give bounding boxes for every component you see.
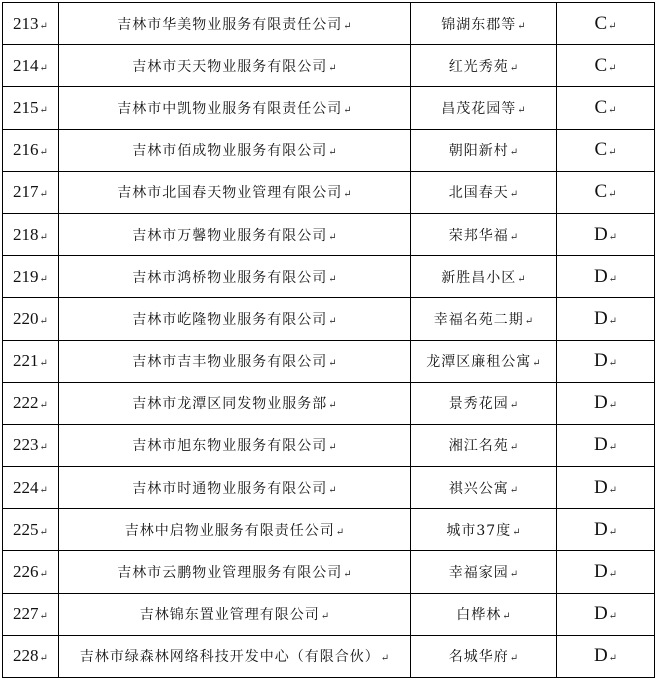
project-name-cell [411, 129, 557, 171]
paragraph-mark: ↵ [328, 400, 337, 412]
row-number-cell [3, 3, 59, 45]
project-name-cell [411, 3, 557, 45]
paragraph-mark: ↵ [509, 62, 519, 74]
rating-grade-cell [557, 382, 655, 424]
paragraph-mark: ↵ [512, 526, 521, 538]
paragraph-mark: ↵ [343, 20, 352, 32]
row-number-cell [3, 635, 59, 677]
paragraph-mark: ↵ [39, 484, 48, 496]
row-number-cell [3, 213, 59, 255]
project-name: 湘江名苑 [448, 438, 509, 455]
project-name: 荣邦华福 [448, 227, 509, 244]
paragraph-mark: ↵ [608, 442, 618, 454]
paragraph-mark: ↵ [39, 442, 48, 454]
company-name-cell [59, 593, 411, 635]
paragraph-mark: ↵ [39, 147, 48, 159]
paragraph-mark: ↵ [380, 653, 390, 665]
company-name: 吉林市佰成物业服务有限公司 [132, 143, 328, 160]
paragraph-mark: ↵ [608, 273, 618, 285]
project-name: 红光秀苑 [448, 58, 509, 75]
paragraph-mark: ↵ [608, 358, 618, 370]
row-number: 214 [13, 55, 39, 75]
rating-grade-cell [557, 551, 655, 593]
rating-grade-cell [557, 3, 655, 45]
paragraph-mark: ↵ [39, 231, 48, 243]
project-name-cell [411, 509, 557, 551]
paragraph-mark: ↵ [509, 231, 519, 243]
row-number-cell [3, 45, 59, 87]
rating-grade: D [593, 518, 608, 540]
paragraph-mark: ↵ [39, 358, 48, 370]
company-name-cell [59, 45, 411, 87]
row-number: 224 [13, 477, 39, 497]
paragraph-mark: ↵ [328, 147, 337, 159]
project-name: 城市37度 [446, 522, 512, 539]
paragraph-mark: ↵ [608, 400, 618, 412]
paragraph-mark: ↵ [608, 526, 618, 538]
company-name: 吉林市时通物业服务有限公司 [132, 480, 328, 497]
project-name: 朝阳新村 [448, 143, 509, 160]
paragraph-mark: ↵ [328, 484, 337, 496]
company-name: 吉林市万馨物业服务有限公司 [132, 227, 328, 244]
paragraph-mark: ↵ [343, 569, 352, 581]
project-name-cell [411, 635, 557, 677]
row-number-cell [3, 551, 59, 593]
company-name-cell [59, 171, 411, 213]
rating-grade: C [594, 12, 608, 34]
row-number: 220 [13, 308, 39, 328]
table-row [3, 298, 655, 340]
paragraph-mark: ↵ [39, 189, 48, 201]
paragraph-mark: ↵ [335, 526, 345, 538]
paragraph-mark: ↵ [320, 611, 330, 623]
project-name: 昌茂花园等 [441, 100, 517, 117]
company-name-cell [59, 382, 411, 424]
rating-grade-cell [557, 87, 655, 129]
paragraph-mark: ↵ [328, 358, 337, 370]
rating-grade-cell [557, 424, 655, 466]
row-number-cell [3, 424, 59, 466]
company-name: 吉林市云鹏物业管理服务有限公司 [117, 565, 343, 582]
company-name-cell [59, 87, 411, 129]
row-number: 217 [13, 182, 39, 202]
rating-grade: C [594, 139, 608, 161]
paragraph-mark: ↵ [39, 400, 48, 412]
row-number: 222 [13, 393, 39, 413]
project-name-cell [411, 424, 557, 466]
table-row [3, 171, 655, 213]
row-number: 225 [13, 519, 39, 539]
table-row [3, 256, 655, 298]
rating-grade: D [593, 307, 608, 329]
paragraph-mark: ↵ [509, 189, 519, 201]
paragraph-mark: ↵ [517, 104, 526, 116]
company-name: 吉林市华美物业服务有限责任公司 [117, 16, 343, 33]
rating-grade: D [593, 476, 608, 498]
project-name: 新胜昌小区 [441, 269, 517, 286]
paragraph-mark: ↵ [509, 147, 519, 159]
table-row [3, 509, 655, 551]
rating-grade: D [593, 645, 608, 667]
row-number: 219 [13, 266, 39, 286]
project-name-cell [411, 551, 557, 593]
rating-grade-cell [557, 129, 655, 171]
row-number-cell [3, 593, 59, 635]
paragraph-mark: ↵ [343, 189, 352, 201]
project-name: 幸福家园 [448, 565, 509, 582]
paragraph-mark: ↵ [39, 20, 48, 32]
rating-grade: D [593, 561, 608, 583]
company-name-cell [59, 551, 411, 593]
table-row [3, 635, 655, 677]
company-name-cell [59, 3, 411, 45]
table-row [3, 87, 655, 129]
paragraph-mark: ↵ [608, 231, 618, 243]
row-number: 227 [13, 604, 39, 624]
paragraph-mark: ↵ [328, 62, 337, 74]
paragraph-mark: ↵ [608, 484, 618, 496]
paragraph-mark: ↵ [328, 442, 337, 454]
project-name: 白桦林 [456, 607, 502, 624]
table-row [3, 593, 655, 635]
company-name-cell [59, 509, 411, 551]
project-name-cell [411, 45, 557, 87]
company-name-cell [59, 256, 411, 298]
rating-grade: D [593, 223, 608, 245]
company-name: 吉林市天天物业服务有限公司 [132, 58, 328, 75]
paragraph-mark: ↵ [502, 611, 511, 623]
paragraph-mark: ↵ [509, 442, 519, 454]
paragraph-mark: ↵ [608, 20, 617, 32]
project-name-cell [411, 593, 557, 635]
project-name: 景秀花园 [448, 396, 509, 413]
table-row [3, 382, 655, 424]
row-number: 215 [13, 97, 39, 117]
paragraph-mark: ↵ [509, 484, 519, 496]
company-name: 吉林市屹隆物业服务有限公司 [132, 311, 328, 328]
rating-grade: D [593, 265, 608, 287]
row-number-cell [3, 509, 59, 551]
paragraph-mark: ↵ [328, 315, 337, 327]
project-name-cell [411, 171, 557, 213]
company-name: 吉林市吉丰物业服务有限公司 [132, 354, 328, 371]
row-number-cell [3, 382, 59, 424]
company-name-cell [59, 129, 411, 171]
row-number: 226 [13, 562, 39, 582]
row-number-cell [3, 171, 59, 213]
paragraph-mark: ↵ [608, 653, 618, 665]
paragraph-mark: ↵ [39, 273, 48, 285]
project-name: 北国春天 [448, 185, 509, 202]
project-name-cell [411, 87, 557, 129]
rating-grade-cell [557, 467, 655, 509]
rating-grade-cell [557, 256, 655, 298]
table-row [3, 213, 655, 255]
project-name: 名城华府 [448, 649, 509, 666]
rating-grade: D [593, 392, 608, 414]
project-name-cell [411, 340, 557, 382]
company-name: 吉林市绿森林网络科技开发中心（有限合伙） [79, 649, 380, 666]
rating-grade-cell [557, 213, 655, 255]
paragraph-mark: ↵ [39, 315, 48, 327]
project-name: 锦湖东郡等 [441, 16, 517, 33]
project-name: 祺兴公寓 [448, 480, 509, 497]
paragraph-mark: ↵ [39, 569, 48, 581]
rating-grade-cell [557, 171, 655, 213]
paragraph-mark: ↵ [517, 273, 526, 285]
row-number-cell [3, 87, 59, 129]
company-name: 吉林市鸿桥物业服务有限公司 [132, 269, 328, 286]
project-name: 幸福名苑二期 [433, 311, 524, 328]
company-name: 吉林市北国春天物业管理有限公司 [117, 185, 343, 202]
rating-grade-cell [557, 45, 655, 87]
rating-grade: D [593, 434, 608, 456]
property-rating-table [2, 2, 655, 678]
company-name-cell [59, 298, 411, 340]
paragraph-mark: ↵ [39, 611, 48, 623]
paragraph-mark: ↵ [39, 653, 48, 665]
rating-grade: C [594, 96, 608, 118]
table-row [3, 340, 655, 382]
project-name-cell [411, 467, 557, 509]
table-row [3, 424, 655, 466]
row-number: 216 [13, 140, 39, 160]
rating-grade: D [593, 603, 608, 625]
company-name-cell [59, 424, 411, 466]
company-name-cell [59, 635, 411, 677]
rating-grade-cell [557, 635, 655, 677]
row-number-cell [3, 340, 59, 382]
paragraph-mark: ↵ [343, 104, 352, 116]
rating-grade: C [594, 54, 608, 76]
project-name-cell [411, 298, 557, 340]
paragraph-mark: ↵ [39, 62, 48, 74]
paragraph-mark: ↵ [608, 147, 617, 159]
row-number-cell [3, 298, 59, 340]
paragraph-mark: ↵ [608, 189, 617, 201]
paragraph-mark: ↵ [532, 358, 541, 370]
project-name-cell [411, 256, 557, 298]
row-number: 221 [13, 351, 39, 371]
row-number: 218 [13, 224, 39, 244]
paragraph-mark: ↵ [509, 569, 519, 581]
row-number-cell [3, 467, 59, 509]
table-row [3, 45, 655, 87]
rating-grade: C [594, 181, 608, 203]
rating-grade: D [593, 350, 608, 372]
project-name: 龙潭区廉租公寓 [426, 354, 532, 371]
paragraph-mark: ↵ [509, 653, 519, 665]
rating-grade-cell [557, 340, 655, 382]
company-name: 吉林市中凯物业服务有限责任公司 [117, 100, 343, 117]
paragraph-mark: ↵ [608, 62, 617, 74]
row-number-cell [3, 256, 59, 298]
table-row [3, 467, 655, 509]
paragraph-mark: ↵ [328, 273, 337, 285]
paragraph-mark: ↵ [608, 611, 618, 623]
table-row [3, 3, 655, 45]
company-name: 吉林中启物业服务有限责任公司 [124, 522, 335, 539]
company-name-cell [59, 467, 411, 509]
paragraph-mark: ↵ [39, 104, 48, 116]
paragraph-mark: ↵ [524, 315, 534, 327]
paragraph-mark: ↵ [608, 569, 618, 581]
paragraph-mark: ↵ [39, 526, 48, 538]
company-name-cell [59, 340, 411, 382]
paragraph-mark: ↵ [608, 315, 618, 327]
row-number-cell [3, 129, 59, 171]
row-number: 228 [13, 646, 39, 666]
rating-grade-cell [557, 509, 655, 551]
row-number: 213 [13, 13, 39, 33]
paragraph-mark: ↵ [608, 104, 617, 116]
table-row [3, 129, 655, 171]
paragraph-mark: ↵ [328, 231, 337, 243]
rating-grade-cell [557, 298, 655, 340]
project-name-cell [411, 382, 557, 424]
company-name: 吉林市龙潭区同发物业服务部 [132, 396, 328, 413]
project-name-cell [411, 213, 557, 255]
company-name-cell [59, 213, 411, 255]
paragraph-mark: ↵ [517, 20, 526, 32]
paragraph-mark: ↵ [509, 400, 519, 412]
table-row [3, 551, 655, 593]
company-name: 吉林锦东置业管理有限公司 [139, 607, 320, 624]
row-number: 223 [13, 435, 39, 455]
company-name: 吉林市旭东物业服务有限公司 [132, 438, 328, 455]
rating-grade-cell [557, 593, 655, 635]
table-body [3, 3, 655, 678]
